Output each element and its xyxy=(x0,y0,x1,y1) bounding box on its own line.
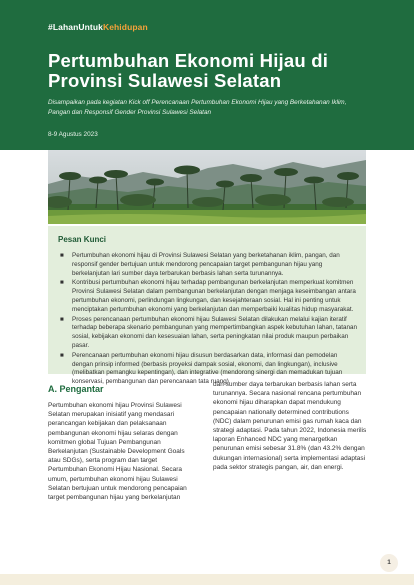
campaign-hashtag: #LahanUntukKehidupan xyxy=(48,22,148,32)
page-number: 1 xyxy=(380,554,398,572)
page-title: Pertumbuhan Ekonomi Hijau di Provinsi Sulawesi Selatan xyxy=(48,50,329,91)
section-title-pengantar: A. Pengantar xyxy=(48,384,104,394)
landscape-photo xyxy=(48,150,366,224)
header-banner xyxy=(0,0,414,150)
body-text-left: Pertumbuhan ekonomi hijau Provinsi Sulawesi Selatan merupakan inisiatif yang mendasari perancangan kebijakan dan pelaksanaan pembangunan ekonomi hijau selaras dengan komitmen global Tujuan Pembangunan Berkelanjutan (Sustainable Development Goals atau SDGs), serta program dan target Pertumbuhan Ekonomi Hijau Nasional. Secara umum, pertumbuhan ekonomi hijau Sulawesi Selatan bertujuan untuk mendorong pencapaian target pembangunan hijau yang berkelanjutan xyxy=(48,402,187,502)
bullet-icon: ■ xyxy=(60,315,64,323)
key-messages-title: Pesan Kunci xyxy=(58,235,107,244)
key-message-item: ■ Kontribusi pertumbuhan ekonomi hijau terhadap pembangunan berkelanjutan memperkuat komitmen Provinsi Sulawesi Selatan dalam pembangunan berkelanjutan dengan menjaga keseimbangan antara pertumbuhan ekonomi, perlindungan lingkungan, dan kesejahteraan sosial. Hal ini penting untuk menciptakan pertumbuhan ekonomi yang berkelanjutan dan memperbaiki kualitas hidup masyarakat. xyxy=(60,279,356,313)
bullet-icon: ■ xyxy=(60,252,64,259)
bullet-icon: ■ xyxy=(60,351,64,359)
key-message-item: ■ Perencanaan pertumbuhan ekonomi hijau disusun berdasarkan data, informasi dan pemodelan dengan prinsip informed (berbasis proyeksi dampak sosial, ekonomi, dan lingkungan), inclusive (melibatkan pemangku kepentingan), dan integrative (mendorong sinergi dan memadukan tujuan konservasi, pembangunan dan perencanaan tata ruang). xyxy=(60,351,343,386)
event-date: 8-9 Agustus 2023 xyxy=(48,131,98,138)
footer-stripe xyxy=(0,574,414,585)
page-subtitle: Disampaikan pada kegiatan Kick off Perencanaan Pertumbuhan Ekonomi Hijau yang Berketahanan Iklim, Pangan dan Responsif Gender Provinsi Sulawesi Selatan xyxy=(48,99,347,116)
key-messages-list xyxy=(58,252,358,388)
bullet-icon: ■ xyxy=(60,279,64,287)
key-message-item: ■ Proses perencanaan pertumbuhan ekonomi hijau Sulawesi Selatan dilakukan melalui kajian iteratif terhadap beberapa skenario pembangunan yang mempertimbangkan aspek kebutuhan lahan, tatanan sosial, kebijakan ekonomi dan kesesuaian lahan, serta peningkatan nilai produk maupun perbaikan pasar. xyxy=(60,315,357,349)
key-message-item: ■ Pertumbuhan ekonomi hijau di Provinsi Sulawesi Selatan yang berketahanan iklim, pangan, dan responsif gender bertujuan untuk mendorong pencapaian target pembangunan hijau yang berkelanjutan lari sumber daya terbarukan berbasis lahan serta turunannya. xyxy=(60,252,340,277)
key-messages-box xyxy=(48,226,366,386)
body-text-right: dari sumber daya terbarukan berbasis lahan serta turunannya. Secara nasional rencana pertumbuhan ekonomi hijau diharapkan dapat mendukung pencapaian nationally determined contributions (NDC) dalam penurunan emisi gas rumah kaca dan strategi adaptasi. Pada tahun 2022, Indonesia merilis laporan Enhanced NDC yang menargetkan penurunan emisi sebesar 31.8% (dan 43.2% dengan dukungan internasional) serta implementasi adaptasi pada sektor strategis pangan, air, dan energi. xyxy=(213,381,367,471)
